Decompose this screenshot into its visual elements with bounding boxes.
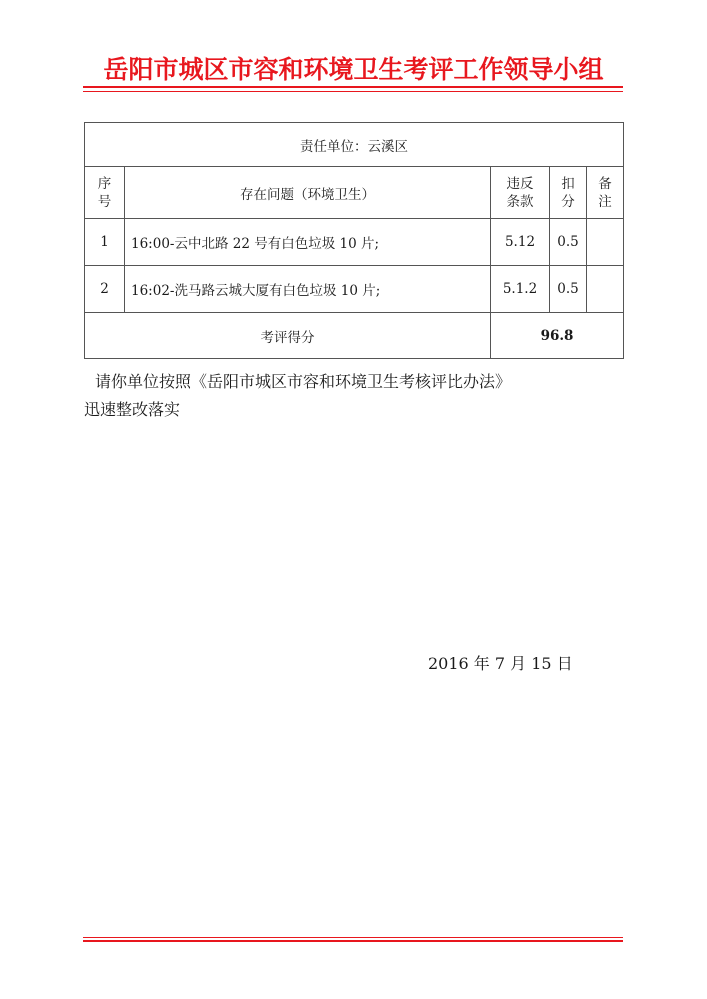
unit-row [85,123,624,167]
header-rule-l2: 条款 [506,193,534,210]
row-rule: 5.1.2 [491,266,550,313]
header-note [587,167,624,219]
responsible-unit: 责任单位：云溪区 [85,123,624,167]
row-issue: 16:00-云中北路 22 号有白色垃圾 10 片; [125,219,491,266]
row-note [587,219,624,266]
row-deduct: 0.5 [550,266,587,313]
footer-divider-thin [83,937,623,938]
header-no [85,167,125,219]
table-row [85,266,624,313]
row-no: 2 [85,266,125,313]
header-rule-l1: 违反 [506,175,534,192]
header-rule [491,167,550,219]
header-deduct [550,167,587,219]
instruction-line-2: 迅速整改落实 [84,400,181,419]
header-deduct-l2: 分 [561,193,575,210]
row-note [587,266,624,313]
total-label: 考评得分 [85,313,491,359]
issue-date: 2016 年 7 月 15 日 [428,654,573,673]
title-divider-thin [83,91,623,92]
row-deduct: 0.5 [550,219,587,266]
total-row [85,313,624,359]
header-issue: 存在问题（环境卫生） [125,167,491,219]
document-title: 岳阳市城区市容和环境卫生考评工作领导小组 [103,55,604,84]
total-score: 96.8 [491,313,624,359]
header-no-l1: 序 [97,175,112,192]
table-row [85,219,624,266]
header-note-l2: 注 [598,193,612,210]
row-no: 1 [85,219,125,266]
footer-divider-thick [83,940,623,942]
header-row [85,167,624,219]
inspection-table [84,122,624,359]
header-deduct-l1: 扣 [561,175,575,192]
instruction-line-1: 请你单位按照《岳阳市城区市容和环境卫生考核评比办法》 [95,372,512,391]
row-rule: 5.12 [491,219,550,266]
row-issue: 16:02-洗马路云城大厦有白色垃圾 10 片; [125,266,491,313]
title-divider-thick [83,86,623,88]
header-note-l1: 备 [598,175,612,192]
header-no-l2: 号 [97,193,112,210]
